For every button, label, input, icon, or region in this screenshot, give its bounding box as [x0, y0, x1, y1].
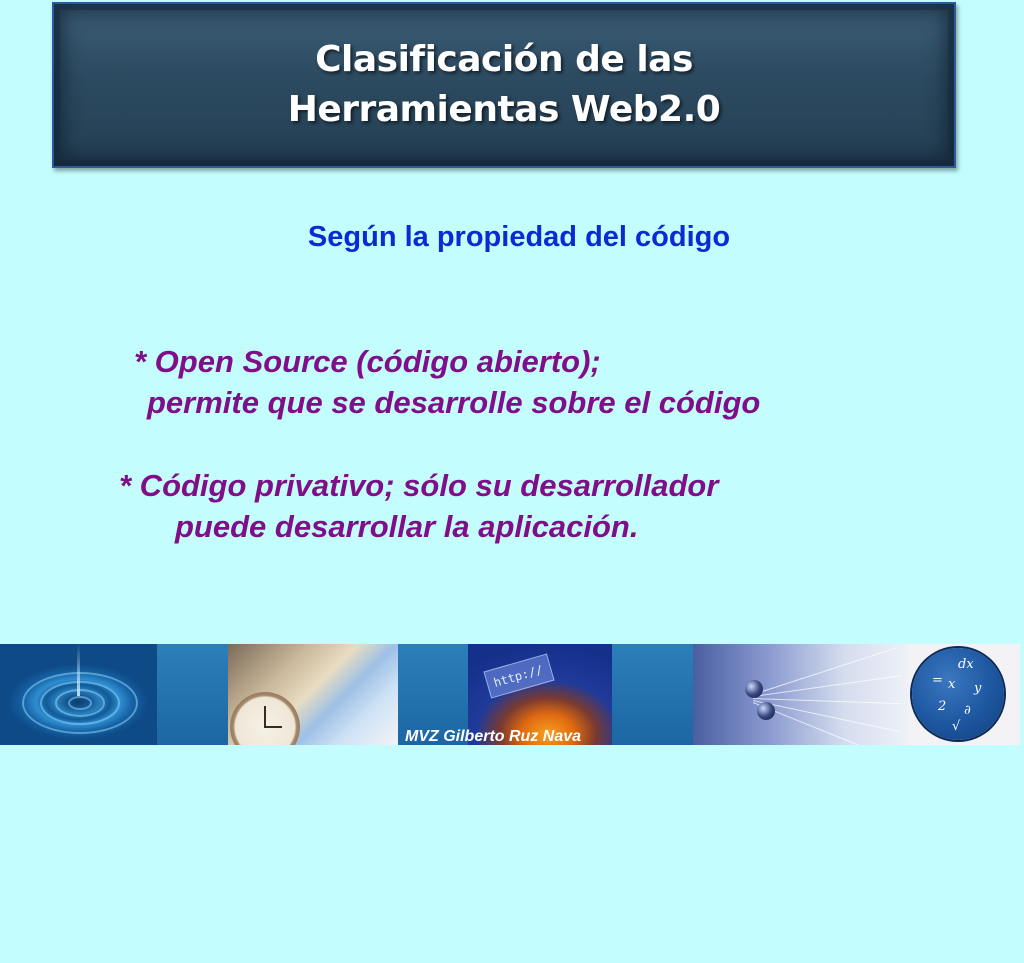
banner-divider — [157, 644, 228, 745]
bullet-2-line-2: puede desarrollar la aplicación. — [175, 509, 639, 544]
bullet-2-line-1: * Código privativo; sólo su desarrollador — [119, 468, 719, 503]
title-line-2: Herramientas Web2.0 — [287, 89, 721, 130]
water-ripple-image — [0, 644, 157, 745]
subtitle: Según la propiedad del código — [307, 221, 731, 253]
clock-icon — [230, 692, 300, 745]
url-bar-icon: http:// — [483, 653, 554, 698]
sphere-icon — [745, 680, 763, 698]
title-line-1: Clasificación de las — [315, 39, 693, 80]
sphere-icon — [757, 702, 775, 720]
banner-divider — [612, 644, 693, 745]
math-globe-image — [908, 644, 1020, 745]
binary-data-image — [693, 644, 908, 745]
author-credit: MVZ Gilberto Ruz Nava — [405, 728, 582, 745]
clock-papers-image — [228, 644, 398, 745]
bullet-1-line-1: * Open Source (código abierto); — [134, 344, 601, 379]
title-box — [52, 2, 956, 168]
bullet-1-line-2: permite que se desarrolle sobre el código — [147, 385, 761, 420]
math-globe-icon: dx = x y 2 ∂ √ — [912, 648, 1004, 740]
